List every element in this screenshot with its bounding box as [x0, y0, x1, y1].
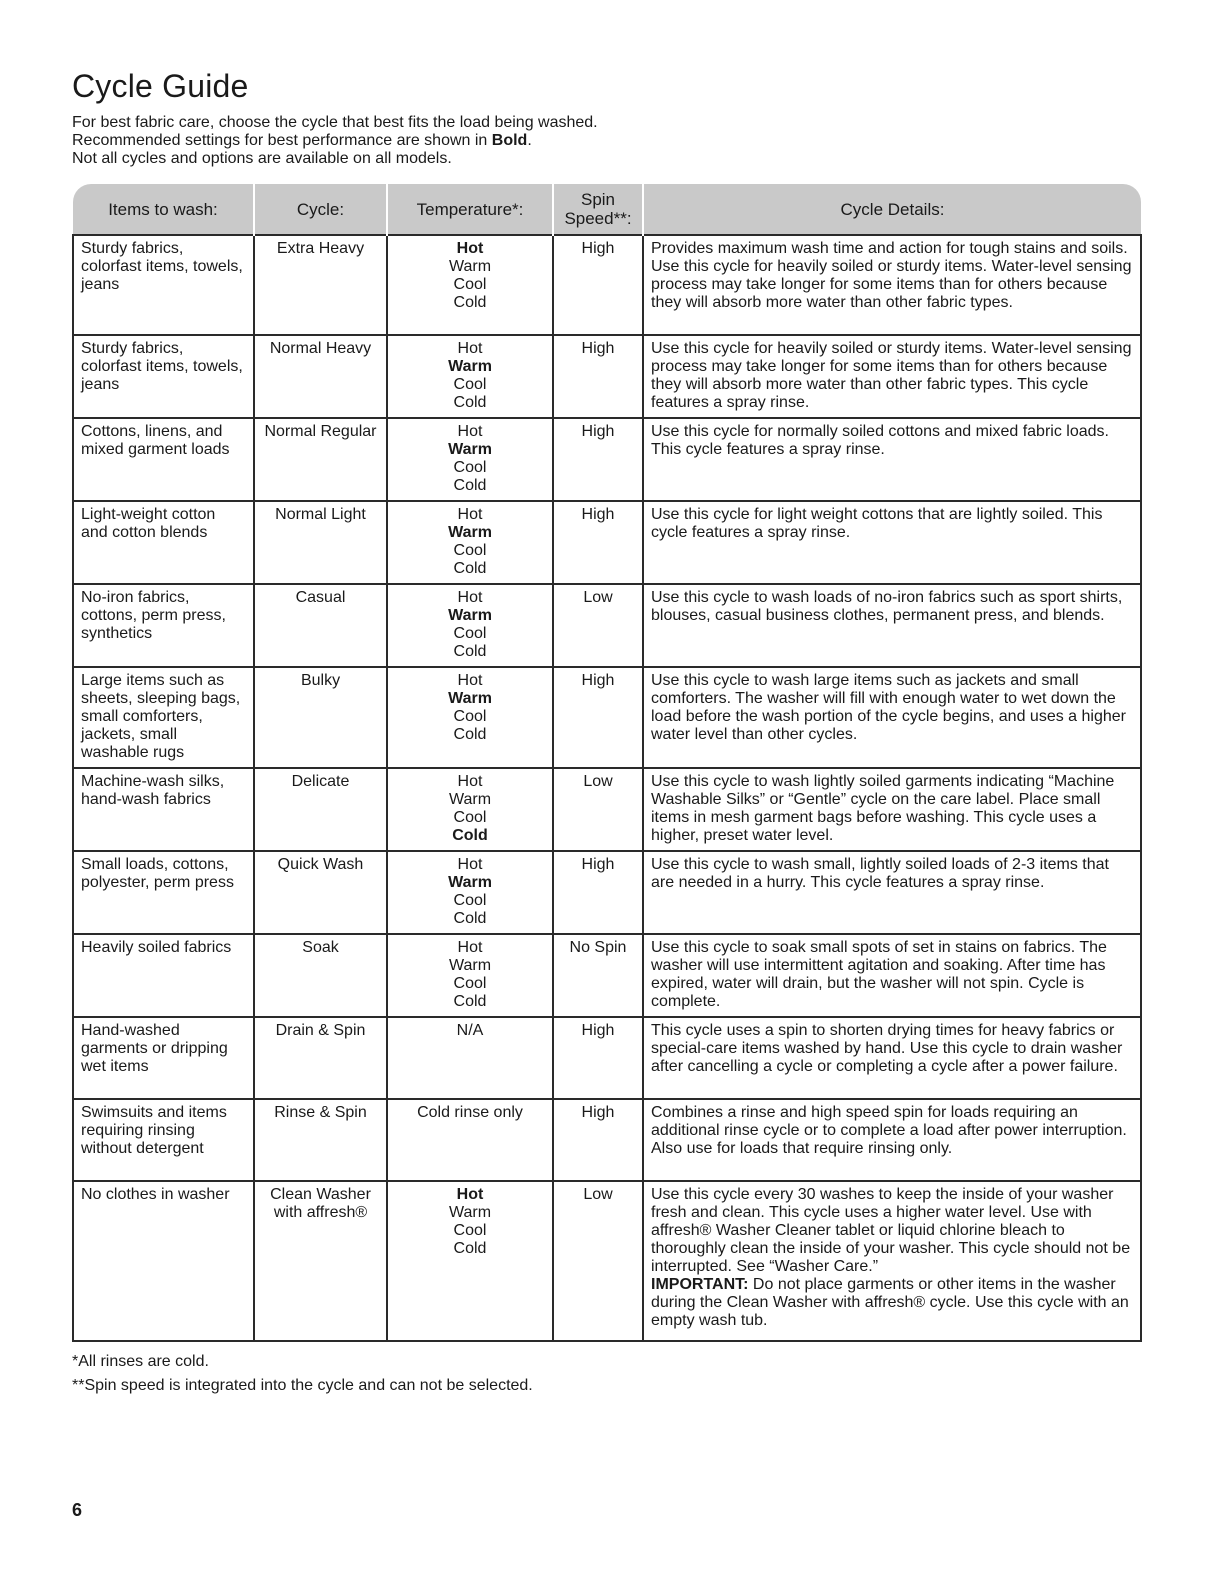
table-row [73, 418, 1141, 501]
temperature-option: Warm [448, 607, 492, 624]
table-row [73, 1017, 1141, 1099]
cell-temperature [387, 1099, 553, 1181]
temperature-option: Cold [453, 910, 487, 927]
table-row [73, 851, 1141, 934]
temperature-option: Cool [453, 809, 487, 826]
temperature-option: Cold [453, 294, 487, 311]
cycle-details-text: This cycle uses a spin to shorten drying times for heavy fabrics or special-care items washed by hand. Use this cycle to drain washer after cancelling a cycle or completing a cycle after a power failure. [651, 1022, 1123, 1075]
cell-items-to-wash: No clothes in washer [73, 1181, 254, 1341]
cycle-details-text: Use this cycle to wash small, lightly soiled loads of 2-3 items that are needed in a hurry. This cycle features a spray rinse. [651, 856, 1109, 891]
cell-temperature [387, 768, 553, 851]
cell-spin-speed: No Spin [553, 934, 643, 1017]
cell-items-to-wash: Light-weight cotton and cotton blends [73, 501, 254, 584]
cell-items-to-wash: No-iron fabrics, cottons, perm press, synthetics [73, 584, 254, 667]
temperature-option: Cool [453, 459, 487, 476]
cycle-details-text: Use this cycle for heavily soiled or sturdy items. Water-level sensing process may take longer for some items than for others because they will absorb more water than other fabric types. This cycle features a spray rinse. [651, 340, 1132, 411]
cell-items-to-wash: Large items such as sheets, sleeping bags, small comforters, jackets, small washable rugs [73, 667, 254, 768]
temperature-option: Warm [448, 957, 492, 974]
cycle-details-text: Use this cycle to wash lightly soiled garments indicating “Machine Washable Silks” or “Gentle” cycle on the care label. Place small items in mesh garment bags before washing. This cycle uses a higher, preset water level. [651, 773, 1115, 844]
cell-cycle: Extra Heavy [254, 235, 387, 335]
cell-cycle-details [643, 235, 1141, 335]
header-cycle-details: Cycle Details: [643, 184, 1141, 235]
cell-temperature [387, 335, 553, 418]
cell-spin-speed: Low [553, 1181, 643, 1341]
important-note [651, 1276, 1133, 1330]
cell-items-to-wash: Swimsuits and items requiring rinsing without detergent [73, 1099, 254, 1181]
cell-spin-speed: High [553, 1017, 643, 1099]
cell-items-to-wash: Hand-washed garments or dripping wet items [73, 1017, 254, 1099]
temperature-option: Hot [457, 939, 483, 956]
cell-spin-speed: High [553, 335, 643, 418]
temperature-option: Hot [457, 589, 483, 606]
cell-spin-speed: High [553, 1099, 643, 1181]
temperature-option: Hot [457, 773, 483, 790]
temperature-option: Cold [453, 477, 487, 494]
temperature-option: Warm [448, 524, 492, 541]
cell-cycle-details [643, 501, 1141, 584]
footnote-spin-speed: **Spin speed is integrated into the cycle and can not be selected. [72, 1377, 533, 1394]
cycle-details-text: Provides maximum wash time and action for tough stains and soils. Use this cycle for heavily soiled or sturdy items. Water-level sensing process may take longer for some items than for others because they will absorb more water than other fabric types. [651, 240, 1132, 311]
temperature-option: Warm [448, 358, 492, 375]
cell-cycle-details [643, 584, 1141, 667]
cell-temperature [387, 235, 553, 335]
temperature-option: Cold [452, 827, 488, 844]
cell-cycle-details [643, 768, 1141, 851]
cell-cycle: Casual [254, 584, 387, 667]
cell-cycle: Normal Heavy [254, 335, 387, 418]
temperature-option: Warm [448, 690, 492, 707]
temperature-option: Cool [453, 708, 487, 725]
cell-cycle-details [643, 851, 1141, 934]
footnotes [72, 1350, 533, 1398]
table-row [73, 584, 1141, 667]
cell-temperature [387, 1017, 553, 1099]
table-row [73, 235, 1141, 335]
cell-cycle: Normal Light [254, 501, 387, 584]
table-row [73, 501, 1141, 584]
header-temperature: Temperature*: [387, 184, 553, 235]
cell-spin-speed: High [553, 418, 643, 501]
cell-temperature [387, 1181, 553, 1341]
table-row [73, 1181, 1141, 1341]
temperature-option: Cool [453, 975, 487, 992]
important-label: IMPORTANT: [651, 1276, 749, 1293]
temperature-option: Cold [453, 394, 487, 411]
temperature-option: Warm [448, 258, 492, 275]
cell-spin-speed: Low [553, 584, 643, 667]
temperature-option: Cool [453, 276, 487, 293]
header-items: Items to wash: [73, 184, 254, 235]
temperature-option: Hot [457, 506, 483, 523]
table-row [73, 667, 1141, 768]
cell-items-to-wash: Cottons, linens, and mixed garment loads [73, 418, 254, 501]
cell-cycle: Clean Washer with affresh® [254, 1181, 387, 1341]
cycle-details-text: Use this cycle for normally soiled cottons and mixed fabric loads. This cycle features a spray rinse. [651, 423, 1109, 458]
temperature-option: Hot [457, 423, 483, 440]
cell-temperature [387, 418, 553, 501]
cell-spin-speed: Low [553, 768, 643, 851]
temperature-option: Hot [456, 240, 484, 257]
temperature-option: Cold [453, 643, 487, 660]
temperature-option: Hot [457, 856, 483, 873]
cycle-guide-table [72, 184, 1142, 1342]
cell-spin-speed: High [553, 667, 643, 768]
cycle-details-text: Use this cycle for light weight cottons that are lightly soiled. This cycle features a spray rinse. [651, 506, 1103, 541]
cell-items-to-wash: Small loads, cottons, polyester, perm press [73, 851, 254, 934]
cell-cycle: Delicate [254, 768, 387, 851]
table-header-row [73, 184, 1141, 235]
cell-cycle-details [643, 1017, 1141, 1099]
temperature-option: Cool [453, 625, 487, 642]
table-row [73, 1099, 1141, 1181]
temperature-option: Warm [448, 441, 492, 458]
cell-cycle: Normal Regular [254, 418, 387, 501]
footnote-rinses: *All rinses are cold. [72, 1353, 209, 1370]
intro-line-2 [72, 132, 1132, 150]
intro-line-1: For best fabric care, choose the cycle that best fits the load being washed. [72, 114, 598, 131]
cell-cycle-details [643, 418, 1141, 501]
temperature-option: Cold [453, 560, 487, 577]
table-row [73, 768, 1141, 851]
intro-line-2-suffix: . [527, 132, 532, 149]
temperature-option: Cold [453, 726, 487, 743]
cycle-details-text: Use this cycle to wash large items such as jackets and small comforters. The washer will fill with enough water to wet down the load before the wash portion of the cycle begins, and uses a higher water level than other cycles. [651, 672, 1126, 743]
cell-temperature [387, 934, 553, 1017]
temperature-option: Hot [457, 340, 483, 357]
cell-spin-speed: High [553, 235, 643, 335]
cell-cycle: Soak [254, 934, 387, 1017]
temperature-option: Cool [453, 376, 487, 393]
cell-cycle-details [643, 1181, 1141, 1341]
table-row [73, 934, 1141, 1017]
temperature-option: Cold rinse only [417, 1104, 523, 1121]
temperature-option: N/A [456, 1022, 484, 1039]
temperature-option: Cool [453, 892, 487, 909]
intro-line-2-bold: Bold [491, 132, 528, 149]
cell-spin-speed: High [553, 501, 643, 584]
temperature-option: Hot [457, 672, 483, 689]
temperature-option: Warm [448, 791, 492, 808]
page-title: Cycle Guide [72, 68, 249, 104]
cell-items-to-wash: Heavily soiled fabrics [73, 934, 254, 1017]
cell-cycle-details [643, 667, 1141, 768]
cell-cycle: Bulky [254, 667, 387, 768]
cell-cycle-details [643, 1099, 1141, 1181]
intro-line-3: Not all cycles and options are available on all models. [72, 150, 452, 167]
cell-temperature [387, 667, 553, 768]
header-cycle: Cycle: [254, 184, 387, 235]
table-row [73, 335, 1141, 418]
intro-text [72, 114, 1132, 168]
cell-cycle-details [643, 934, 1141, 1017]
temperature-option: Cold [453, 993, 487, 1010]
cycle-table-container [72, 184, 1140, 1342]
cell-items-to-wash: Sturdy fabrics, colorfast items, towels, jeans [73, 235, 254, 335]
cell-items-to-wash: Sturdy fabrics, colorfast items, towels, jeans [73, 335, 254, 418]
cell-items-to-wash: Machine-wash silks, hand-wash fabrics [73, 768, 254, 851]
cell-temperature [387, 851, 553, 934]
cell-cycle: Drain & Spin [254, 1017, 387, 1099]
cell-spin-speed: High [553, 851, 643, 934]
cycle-details-text: Use this cycle to wash loads of no-iron fabrics such as sport shirts, blouses, casual business clothes, permanent press, and blends. [651, 589, 1123, 624]
cycle-details-text: Combines a rinse and high speed spin for loads requiring an additional rinse cycle or to complete a load after power interruption. Also use for loads that require rinsing only. [651, 1104, 1127, 1157]
cell-cycle: Rinse & Spin [254, 1099, 387, 1181]
cycle-details-text: Use this cycle every 30 washes to keep the inside of your washer fresh and clean. This cycle uses a higher water level. Use with affresh® Washer Cleaner tablet or liquid chlorine bleach to thoroughly clean the inside of your washer. This cycle should not be interrupted. See “Washer Care.” [651, 1186, 1131, 1275]
cell-cycle-details [643, 335, 1141, 418]
important-text: Do not place garments or other items in the washer during the Clean Washer with affresh® cycle. Use this cycle with an empty wash tub. [651, 1276, 1129, 1329]
cell-temperature [387, 584, 553, 667]
temperature-option: Cool [453, 1222, 487, 1239]
temperature-option: Hot [456, 1186, 484, 1203]
temperature-option: Cool [453, 542, 487, 559]
cycle-details-text: Use this cycle to soak small spots of set in stains on fabrics. The washer will use intermittent agitation and soaking. After time has expired, water will drain, but the washer will not spin. Cycle is complete. [651, 939, 1107, 1010]
header-spin-speed: Spin Speed**: [553, 184, 643, 235]
page-number: 6 [72, 1500, 83, 1520]
intro-line-2-prefix: Recommended settings for best performance are shown in [72, 132, 492, 149]
temperature-option: Warm [448, 1204, 492, 1221]
cell-temperature [387, 501, 553, 584]
temperature-option: Cold [453, 1240, 487, 1257]
cell-cycle: Quick Wash [254, 851, 387, 934]
temperature-option: Warm [448, 874, 492, 891]
